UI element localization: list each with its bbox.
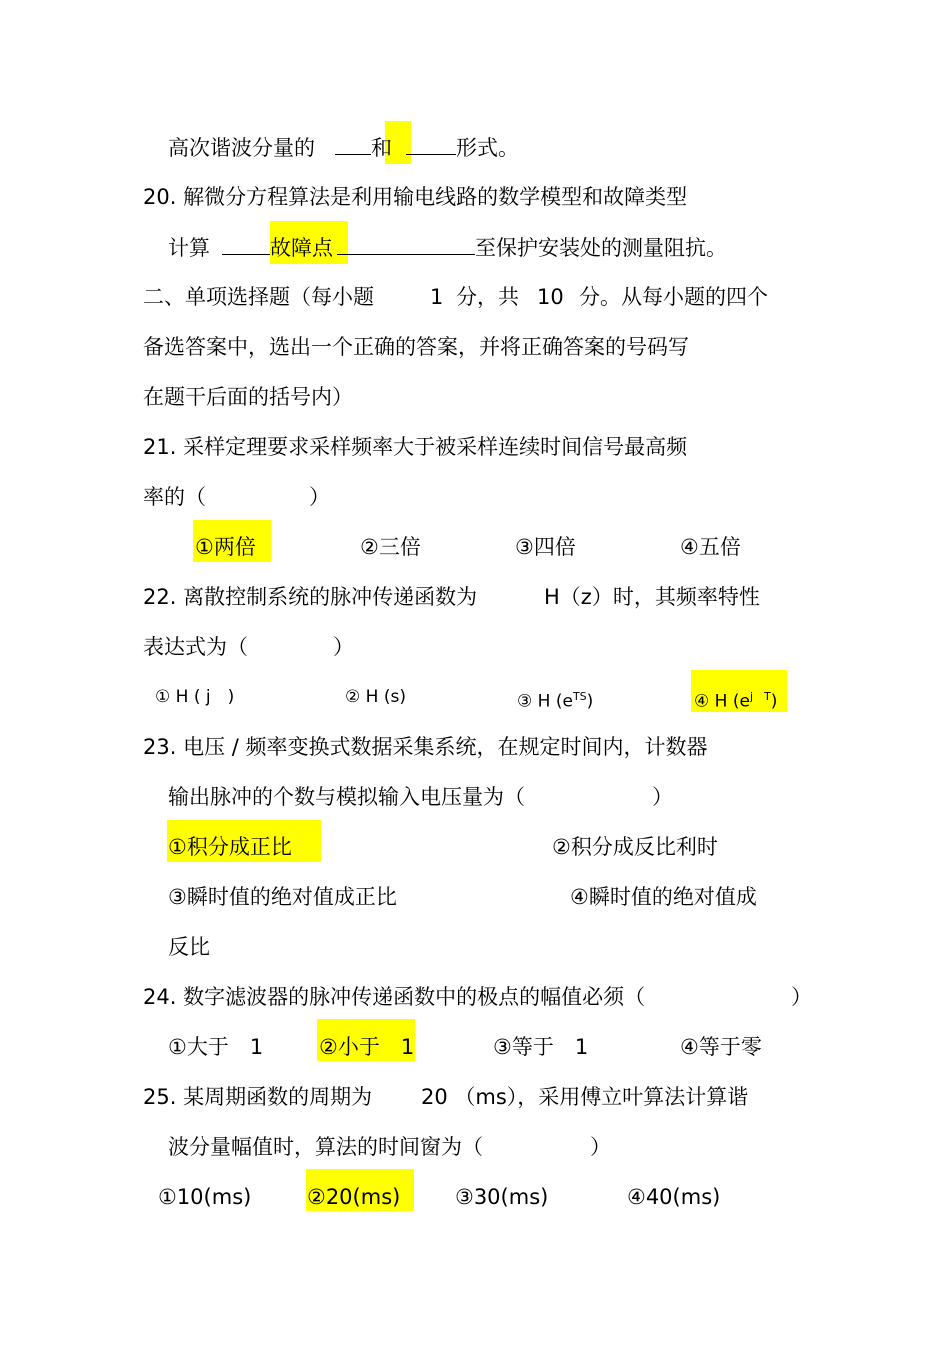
q22-option-4: ④ H $(e^{j T})$ [694,690,778,712]
section2-line2: 备选答案中，选出一个正确的答案，并将正确答案的号码写 [143,335,689,359]
q24-option-2: ②小于 1 [319,1035,415,1059]
q24-option-1: ①大于 1 [168,1035,264,1059]
q23-option-2: ②积分成反比利时 [552,835,718,859]
q23-line1: 23. 电压 / 频率变换式数据采集系统，在规定时间内，计数器 [143,735,708,759]
q25-option-2: ②20(ms) [307,1185,401,1209]
q24-option-4: ④等于零 [680,1035,762,1059]
blank [337,232,475,255]
q23-option-4-cont: 反比 [168,935,210,959]
q21-option-3: ③四倍 [515,535,576,559]
q23-option-1: ①积分成正比 [168,835,292,859]
q22-option-1: ① H ( j ) [155,687,235,707]
q19-text-b: 形式。 [456,136,519,160]
q23-option-3: ③瞬时值的绝对值成正比 [168,885,397,909]
q21-option-1: ①两倍 [195,535,256,559]
q22-option-2: ② H (s) [345,687,406,707]
q19-answer: 和 [371,136,392,160]
q25-option-4: ④40(ms) [627,1185,721,1209]
q20-pre: 计算 [168,236,210,260]
q20-answer: 故障点 [270,236,333,260]
blank [222,232,270,255]
q20-line2 [168,232,727,263]
q19-line [168,132,519,163]
blank [335,132,371,155]
q21-option-2: ②三倍 [360,535,421,559]
section2-line3: 在题干后面的括号内） [143,385,353,409]
q22-option-3: ③ H $(e^{TS})$ [517,690,594,712]
q23-option-4: ④瞬时值的绝对值成 [570,885,757,909]
blank [406,132,456,155]
q21-option-4: ④五倍 [680,535,741,559]
q20-line1: 20. 解微分方程算法是利用输电线路的数学模型和故障类型 [143,185,688,209]
q24-option-3: ③等于 1 [493,1035,589,1059]
q25-option-1: ①10(ms) [158,1185,252,1209]
q19-text-a: 高次谐波分量的 [168,136,315,160]
q25-option-3: ③30(ms) [455,1185,549,1209]
q20-post: 至保护安装处的测量阻抗。 [475,236,727,260]
q21-line1: 21. 采样定理要求采样频率大于被采样连续时间信号最高频 [143,435,688,459]
